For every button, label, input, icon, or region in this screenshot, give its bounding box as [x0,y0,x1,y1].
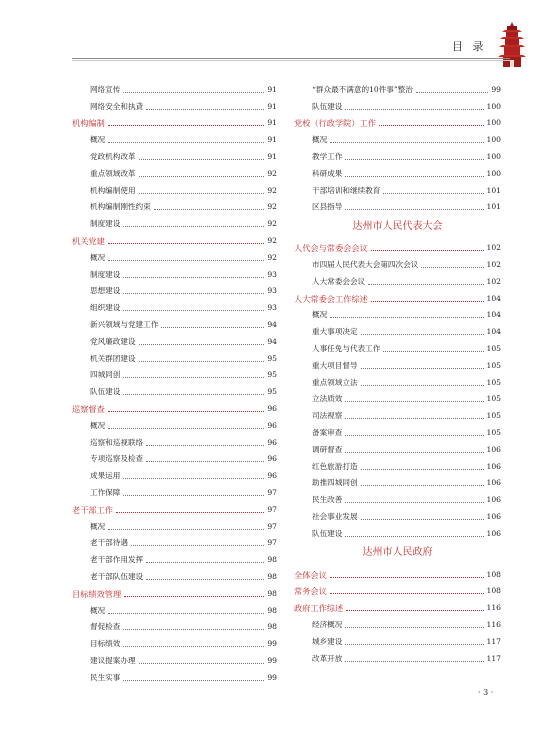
toc-entry[interactable] [72,414,277,431]
toc-column-right [294,78,501,664]
toc-page-number: 92 [267,185,277,195]
toc-leader-dots [361,368,484,369]
toc-page-number: 91 [267,118,277,128]
toc-entry-title: 立法质效 [312,394,343,404]
toc-entry[interactable] [72,364,277,381]
toc-entry-title: 新兴领域与党建工作 [90,319,159,329]
toc-leader-dots [345,452,483,453]
toc-page-number: 100 [486,118,501,128]
toc-page-number: 93 [267,286,277,296]
toc-entry-title: 机构编制使用 [90,185,136,195]
toc-page-number: 98 [267,571,277,581]
toc-entry-title: 干部培训和继续教育 [312,185,381,195]
toc-entry-title: 机关群团建设 [90,353,136,363]
toc-page-number: 97 [267,538,277,548]
toc-entry-title: 助推四城同创 [312,478,358,488]
toc-entry-title: 队伍建设 [90,387,121,397]
toc-leader-dots [123,680,264,681]
toc-leader-dots [123,310,264,311]
toc-part-heading: 达州市人民政府 [362,547,433,559]
toc-entry[interactable] [72,565,277,582]
tower-logo-icon [494,20,530,70]
toc-entry[interactable] [294,145,501,162]
toc-page-number: 99 [267,672,277,682]
toc-entry-title: 概况 [90,521,106,531]
toc-leader-dots [345,401,483,402]
toc-page-number: 93 [267,269,277,279]
toc-entry[interactable] [294,128,501,145]
toc-leader-dots [124,596,264,597]
toc-entry-title: 政府工作综述 [294,603,344,614]
toc-page-number: 98 [267,555,277,565]
toc-page-number: 116 [486,603,501,613]
toc-leader-dots [108,529,264,530]
toc-page-number: 106 [486,495,501,505]
toc-entry[interactable] [72,649,277,666]
toc-page-number: 92 [267,202,277,212]
toc-entry-title: 老干部待遇 [90,538,128,548]
toc-entry-title: 区县指导 [312,202,343,212]
toc-leader-dots [330,317,483,318]
toc-leader-dots [146,579,264,580]
toc-section-entry[interactable] [72,498,277,515]
toc-entry-title: 机关党建 [72,235,105,246]
toc-page-number: 100 [486,151,501,161]
toc-page-number: 96 [267,403,277,413]
toc-leader-dots [345,627,483,628]
toc-page-number: 102 [486,276,501,286]
toc-entry-title: 督促检查 [90,622,121,632]
toc-page-number: 100 [486,168,501,178]
toc-leader-dots [161,327,264,328]
toc-page-number: 105 [486,427,501,437]
toc-leader-dots [345,209,483,210]
toc-page-number: 117 [486,636,501,646]
toc-page-number: 99 [267,655,277,665]
toc-entry-title: 民生实事 [90,672,121,682]
toc-page-number: 95 [267,370,277,380]
toc-entry-title: 概况 [90,252,106,262]
toc-entry[interactable] [294,162,501,179]
toc-leader-dots [108,428,264,429]
toc-entry-title: 四城同创 [90,370,121,380]
toc-page-number: 108 [486,569,501,579]
toc-leader-dots [345,109,483,110]
toc-leader-dots [345,502,483,503]
toc-entry-title: 科研成果 [312,168,343,178]
toc-entry[interactable] [72,532,277,549]
toc-entry[interactable] [294,270,501,287]
toc-leader-dots [346,610,483,611]
toc-leader-dots [361,385,484,386]
toc-page-number: 105 [486,411,501,421]
toc-leader-dots [123,226,264,227]
toc-entry-title: 全体会议 [294,569,327,580]
toc-entry-title: 工作保障 [90,487,121,497]
toc-entry-title: 红色旅游打造 [312,461,358,471]
toc-entry-title: 专项巡察及检查 [90,454,144,464]
toc-entry-title: 网络宣传 [90,84,121,94]
toc-entry-title: 思想建设 [90,286,121,296]
toc-page-number: 99 [491,84,501,94]
toc-entry-title: 改革开放 [312,653,343,663]
toc-page-number: 101 [486,185,501,195]
toc-entry-title: 目标绩效管理 [72,588,122,599]
toc-page-number: 108 [486,586,501,596]
toc-page-number: 106 [486,444,501,454]
toc-page-number: 105 [486,394,501,404]
toc-entry-title: 市四届人民代表大会第四次会议 [312,259,419,269]
toc-leader-dots [154,209,265,210]
toc-page-number: 105 [486,343,501,353]
toc-entry[interactable] [72,330,277,347]
toc-leader-dots [108,243,265,244]
toc-entry[interactable] [72,632,277,649]
toc-page-number: 104 [486,293,501,303]
toc-leader-dots [345,661,483,662]
toc-entry[interactable] [72,95,277,112]
toc-entry-title: 调研督查 [312,444,343,454]
toc-entry[interactable] [294,455,501,472]
toc-entry-title: 网络安全和执貣 [90,101,144,111]
toc-section-entry[interactable] [294,112,501,129]
toc-leader-dots [123,92,264,93]
toc-entry-title: 队伍建设 [312,101,343,111]
toc-page-number: 116 [486,619,501,629]
toc-page-number: 106 [486,528,501,538]
toc-page-number: 97 [267,504,277,514]
toc-section-entry[interactable] [294,236,501,253]
toc-leader-dots [146,109,264,110]
toc-leader-dots [116,512,264,513]
toc-page-number: 97 [267,521,277,531]
toc-entry[interactable] [294,78,501,95]
toc-page-number: 97 [267,487,277,497]
toc-leader-dots [139,663,265,664]
toc-entry[interactable] [72,246,277,263]
toc-leader-dots [123,277,264,278]
toc-page-number: 92 [267,235,277,245]
toc-leader-dots [131,545,264,546]
toc-leader-dots [371,301,484,302]
toc-entry-title: 民生改善 [312,495,343,505]
toc-entry[interactable] [72,128,277,145]
toc-section-entry[interactable] [294,580,501,597]
toc-leader-dots [123,629,264,630]
toc-leader-dots [345,176,483,177]
toc-entry[interactable] [294,354,501,371]
toc-page-number: 101 [486,202,501,212]
toc-entry-title: 机构编制 [72,118,105,129]
toc-column-left [72,78,277,683]
toc-entry-title: 概况 [90,605,106,615]
toc-entry[interactable] [72,196,277,213]
toc-entry[interactable] [294,488,501,505]
toc-page-number: 105 [486,360,501,370]
toc-entry[interactable] [294,630,501,647]
toc-entry[interactable] [294,371,501,388]
toc-leader-dots [330,593,484,594]
toc-entry-title: 巡察督查 [72,403,105,414]
toc-entry[interactable] [294,95,501,112]
toc-section-entry[interactable] [72,397,277,414]
toc-page-number: 98 [267,588,277,598]
toc-leader-dots [146,562,264,563]
toc-entry-title: 备案审查 [312,427,343,437]
toc-page-number: 92 [267,252,277,262]
toc-page-number: 100 [486,135,501,145]
toc-entry[interactable] [72,179,277,196]
toc-leader-dots [416,92,488,93]
toc-section-entry[interactable] [294,287,501,304]
toc-entry-title: 司法视察 [312,411,343,421]
toc-page-number: 91 [267,135,277,145]
toc-page-number: 94 [267,319,277,329]
toc-entry-title: 重点领域立法 [312,377,358,387]
toc-page-number: 98 [267,622,277,632]
toc-leader-dots [139,193,265,194]
toc-leader-dots [108,260,264,261]
toc-leader-dots [345,418,483,419]
toc-entry-title: 社会事业发展 [312,511,358,521]
toc-page-number: 96 [267,420,277,430]
toc-page-number: 91 [267,101,277,111]
toc-page-number: 106 [486,461,501,471]
toc-page-number: 93 [267,303,277,313]
toc-page-number: 92 [267,168,277,178]
toc-leader-dots [368,284,483,285]
toc-part-heading: 达州市人民代表大会 [352,220,443,232]
toc-entry[interactable] [294,304,501,321]
toc-page-number: 106 [486,478,501,488]
toc-entry-title: 成果运用 [90,471,121,481]
toc-leader-dots [123,377,264,378]
toc-entry[interactable] [72,380,277,397]
toc-entry-title: 制度建设 [90,219,121,229]
toc-entry-title: 老干部作用发挥 [90,555,144,565]
toc-entry[interactable] [72,431,277,448]
toc-leader-dots [361,519,484,520]
toc-entry[interactable] [72,162,277,179]
header-rule [72,58,510,59]
toc-entry[interactable] [72,599,277,616]
toc-page-number: 91 [267,151,277,161]
toc-entry-title: 建议提案办理 [90,655,136,665]
toc-entry[interactable] [294,522,501,539]
toc-section-entry[interactable] [72,582,277,599]
toc-leader-dots [371,250,484,251]
toc-leader-dots [123,646,264,647]
toc-leader-dots [330,142,483,143]
toc-entry[interactable] [72,448,277,465]
toc-entry[interactable] [294,421,501,438]
toc-entry-title: 人代会与常委会会议 [294,243,368,254]
toc-entry-title: 组织建设 [90,303,121,313]
toc-page-number: 96 [267,471,277,481]
toc-page-number: 102 [486,243,501,253]
toc-entry-title: 人大常委会会议 [312,276,366,286]
toc-leader-dots [139,159,265,160]
toc-leader-dots [421,267,483,268]
toc-entry-title: 人事任免与代表工作 [312,343,381,353]
toc-page-number: 100 [486,101,501,111]
toc-leader-dots [345,536,483,537]
toc-leader-dots [361,485,484,486]
toc-entry[interactable] [72,145,277,162]
toc-page-number: 117 [486,653,501,663]
toc-page-number: 95 [267,387,277,397]
toc-entry[interactable] [72,313,277,330]
toc-entry-title: 重点领域改革 [90,168,136,178]
toc-entry[interactable] [72,212,277,229]
toc-leader-dots [108,411,265,412]
toc-leader-dots [123,495,264,496]
toc-page-number: 106 [486,511,501,521]
toc-entry-title: 教学工作 [312,151,343,161]
toc-entry-title: 机构编制刚性约束 [90,202,151,212]
toc-entry-title: 概况 [90,135,106,145]
toc-leader-dots [383,193,483,194]
toc-entry[interactable] [72,347,277,364]
toc-entry[interactable] [294,253,501,270]
toc-leader-dots [108,125,265,126]
toc-leader-dots [123,394,264,395]
toc-entry-title: 目标绩效 [90,639,121,649]
toc-section-entry[interactable] [72,229,277,246]
toc-entry-title: 重大事项决定 [312,327,358,337]
toc-leader-dots [108,142,264,143]
toc-leader-dots [108,613,264,614]
toc-entry-title: 人大常委会工作综述 [294,293,368,304]
toc-page-number: 98 [267,605,277,615]
toc-leader-dots [330,577,484,578]
toc-page-number: 91 [267,84,277,94]
toc-page-number: 96 [267,454,277,464]
toc-page-number: 104 [486,310,501,320]
toc-entry-title: 队伍建设 [312,528,343,538]
toc-entry-title: 城乡建设 [312,636,343,646]
toc-leader-dots [345,435,483,436]
toc-entry[interactable] [72,666,277,683]
toc-leader-dots [146,461,264,462]
toc-page-number: 96 [267,437,277,447]
toc-entry-title: 经济概况 [312,619,343,629]
toc-entry[interactable] [72,548,277,565]
toc-page-number: 102 [486,259,501,269]
toc-entry-title: 巡察和巡视联络 [90,437,144,447]
toc-leader-dots [146,445,264,446]
page-number: · 3 · [478,688,494,697]
toc-entry[interactable] [72,464,277,481]
toc-page-number: 99 [267,639,277,649]
toc-leader-dots [123,293,264,294]
toc-entry[interactable] [294,647,501,664]
toc-entry[interactable] [72,481,277,498]
header-title: 目 录 [452,40,487,53]
toc-entry-title: 概况 [90,420,106,430]
toc-entry-title: 党校（行政学院）工作 [294,118,376,129]
toc-leader-dots [139,361,265,362]
toc-entry-title: 概况 [312,310,328,320]
toc-entry[interactable] [72,280,277,297]
toc-entry-title: 重大项目督导 [312,360,358,370]
toc-page-number: 95 [267,353,277,363]
toc-page-number: 105 [486,377,501,387]
toc-page-number: 104 [486,327,501,337]
toc-entry[interactable] [72,78,277,95]
toc-entry[interactable] [72,515,277,532]
toc-entry[interactable] [294,613,501,630]
toc-entry[interactable] [294,320,501,337]
toc-entry[interactable] [294,179,501,196]
toc-entry[interactable] [294,472,501,489]
toc-entry-title: 常务会议 [294,586,327,597]
toc-entry[interactable] [294,505,501,522]
toc-section-entry[interactable] [294,563,501,580]
toc-entry[interactable] [72,263,277,280]
toc-page-number: 92 [267,219,277,229]
toc-leader-dots [383,351,483,352]
toc-section-entry[interactable] [294,596,501,613]
toc-entry-title: 老干部工作 [72,504,113,515]
toc-entry-title: 老干部队伍建设 [90,571,144,581]
toc-entry[interactable] [294,337,501,354]
toc-entry-title: “群众最不满意的10件事”整治 [312,84,413,94]
toc-section-entry[interactable] [72,112,277,129]
toc-leader-dots [361,469,484,470]
toc-entry[interactable] [294,438,501,455]
toc-entry[interactable] [294,388,501,405]
toc-entry[interactable] [72,296,277,313]
toc-leader-dots [139,176,265,177]
toc-page-number: 94 [267,336,277,346]
toc-leader-dots [345,159,483,160]
header-rule-thin [72,60,510,61]
toc-entry[interactable] [72,616,277,633]
toc-leader-dots [123,478,264,479]
toc-leader-dots [139,344,265,345]
toc-entry[interactable] [294,404,501,421]
toc-entry-title: 党政机构改革 [90,151,136,161]
toc-entry[interactable] [294,196,501,213]
toc-leader-dots [361,334,484,335]
toc-leader-dots [379,125,484,126]
toc-entry-title: 制度建设 [90,269,121,279]
toc-leader-dots [345,644,483,645]
toc-entry-title: 概况 [312,135,328,145]
toc-entry-title: 党风廉政建设 [90,336,136,346]
